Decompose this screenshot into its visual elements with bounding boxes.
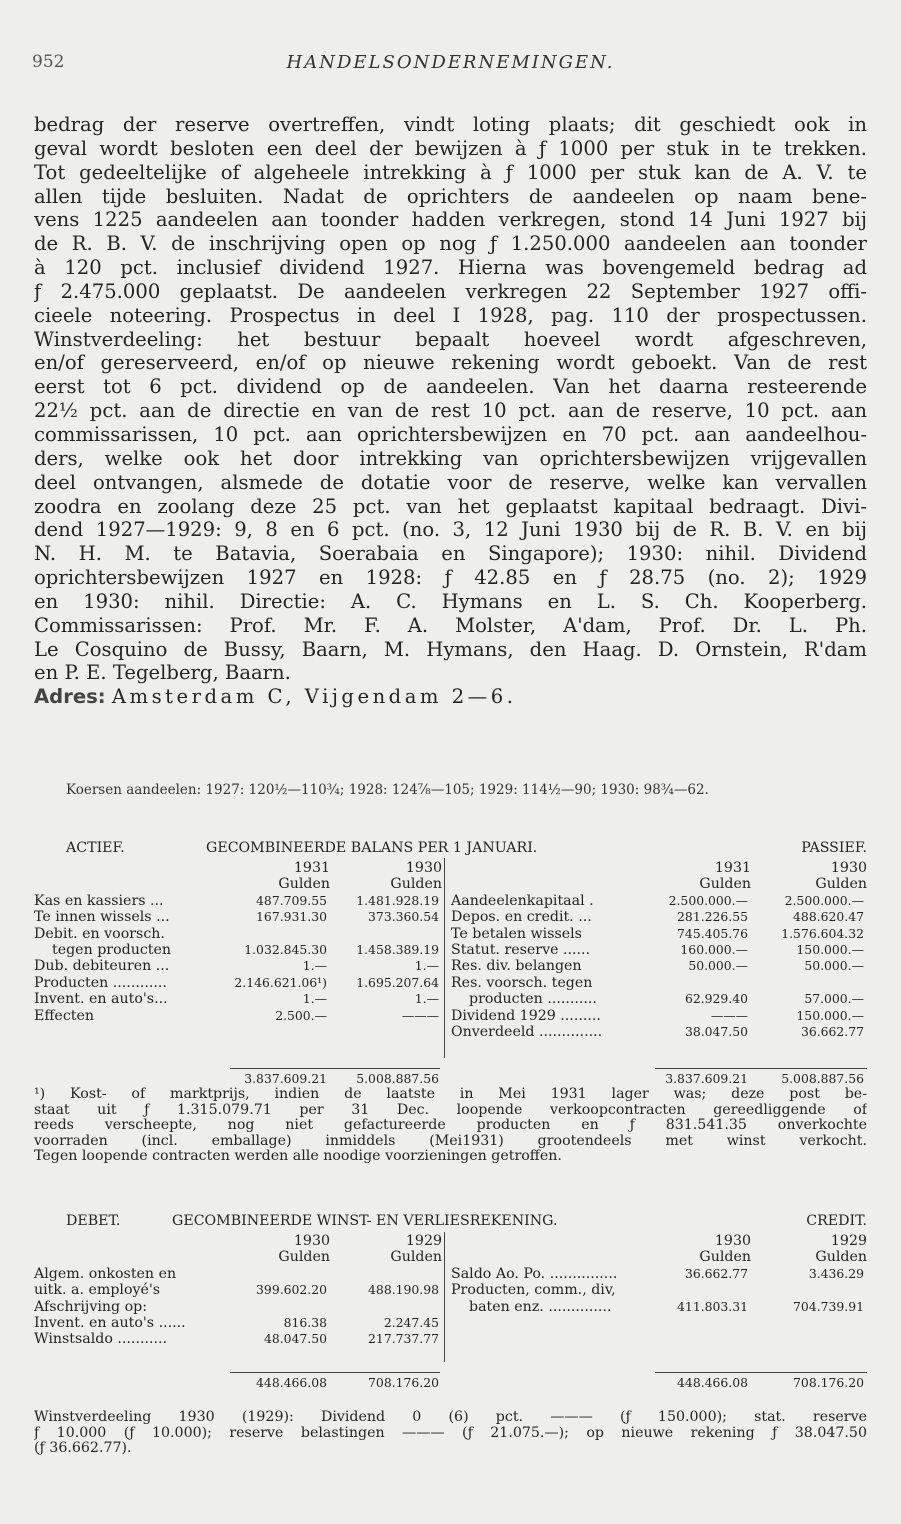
page-header: [32, 52, 869, 76]
passief-total-1931: 3.837.609.21: [665, 1071, 748, 1086]
credit-label: CREDIT.: [806, 1213, 867, 1229]
table-row: Invent. en auto's ...... 816.38 2.247.45: [34, 1315, 439, 1332]
footnote-line: reeds verscheepte, nog niet gefactureerde producten en ƒ 831.541.35 onverkochte: [34, 1118, 867, 1134]
body-line: en 1930: nihil. Directie: A. C. Hymans en L. S. Ch. Kooperberg.: [34, 589, 867, 613]
table-row: Res. voorsch. tegen: [451, 974, 593, 991]
page-number: 952: [32, 52, 65, 72]
credit-totals: [451, 1375, 867, 1391]
body-line: allen tijde besluiten. Nadat de oprichters de aandeelen op naam bene-: [34, 184, 867, 208]
table-row: producten ........... 62.929.40 57.000.—: [469, 991, 864, 1008]
body-line: Le Cosquino de Bussy, Baarn, M. Hymans, den Haag. D. Ornstein, R'dam: [34, 637, 867, 661]
year-header: 1931: [714, 860, 751, 876]
body-line: ƒ 2.475.000 geplaatst. De aandeelen verkregen 22 September 1927 offi-: [34, 279, 867, 303]
year-header: 1930: [293, 1233, 330, 1249]
body-line: Commissarissen: Prof. Mr. F. A. Molster, A'dam, Prof. Dr. L. Ph.: [34, 613, 867, 637]
passief-table: [451, 860, 867, 1040]
body-line: de R. B. V. de inschrijving open op nog ƒ 1.250.000 aandeelen aan toonder: [34, 232, 867, 256]
running-head: HANDELSONDERNEMINGEN.: [286, 52, 615, 73]
credit-table: [451, 1233, 867, 1315]
address-line: [34, 685, 867, 709]
body-line: dend 1927—1929: 9, 8 en 6 pct. (no. 3, 12 Juni 1930 bij de R. B. V. en bij: [34, 518, 867, 542]
balance-title-row: [66, 840, 867, 858]
body-line: 22½ pct. aan de directie en van de rest 10 pct. aan de reserve, 10 pct. aan: [34, 399, 867, 423]
passief-total-1930: 5.008.887.56: [781, 1071, 864, 1086]
body-line: deel ontvangen, alsmede de dotatie voor de reserve, welke kan vervallen: [34, 470, 867, 494]
unit-header: Gulden: [278, 1249, 330, 1266]
debet-label: DEBET.: [66, 1213, 121, 1229]
unit-header: Gulden: [815, 876, 867, 893]
table-row: Dividend 1929 ......... ——— 150.000.—: [451, 1007, 864, 1024]
unit-header: Gulden: [278, 876, 330, 893]
actief-label: ACTIEF.: [66, 840, 125, 856]
table-row: Onverdeeld .............. 38.047.50 36.662.77: [451, 1024, 864, 1041]
year-header: 1929: [405, 1233, 442, 1249]
footnote-line: Tegen loopende contracten werden alle noodige voorzieningen getroffen.: [34, 1149, 562, 1165]
table-row: Invent. en auto's... 1.— 1.—: [34, 991, 439, 1008]
credit-total-1930: 448.466.08: [677, 1375, 748, 1390]
balance-divider: [444, 858, 445, 1058]
actief-totals: [34, 1071, 442, 1087]
table-row: Producten, comm., div,: [451, 1282, 616, 1299]
actief-total-1930: 5.008.887.56: [356, 1071, 439, 1086]
body-line: Tot gedeeltelijke of algeheele intrekking à ƒ 1000 per stuk kan de A. V. te: [34, 160, 867, 184]
table-row: Res. div. belangen 50.000.— 50.000.—: [451, 958, 864, 975]
table-row: Effecten 2.500.— ———: [34, 1007, 439, 1024]
body-line: zoodra en zoolang deze 25 pct. van het geplaatst kapitaal bedraagt. Divi-: [34, 494, 867, 518]
footnote-line: staat uit ƒ 1.315.079.71 per 31 Dec. loopende verkoopcontracten gereedliggende of: [34, 1102, 867, 1118]
share-prices: Koersen aandeelen: 1927: 120½—110¾; 1928: 124⅞—105; 1929: 114½—90; 1930: 98¾—62.: [66, 782, 709, 798]
body-line: cieele noteering. Prospectus in deel I 1928, pag. 110 der prospectussen.: [34, 303, 867, 327]
note-line: (ƒ 36.662.77).: [34, 1441, 132, 1457]
balance-footnote: [34, 1087, 867, 1165]
table-row: Debit. en voorsch.: [34, 925, 165, 942]
table-row: Te betalen wissels 745.405.76 1.576.604.32: [451, 925, 864, 942]
body-line: ders, welke ook het door intrekking van oprichtersbewijzen vrijgevallen: [34, 446, 867, 470]
actief-table: [34, 860, 442, 1024]
note-line: ƒ 10.000 (ƒ 10.000); reserve belastingen ——— (ƒ 21.075.—); op nieuwe rekening ƒ 38.047.50: [34, 1425, 867, 1441]
winst-title: GECOMBINEERDE WINST- EN VERLIESREKENING.: [172, 1213, 558, 1229]
year-header: 1929: [830, 1233, 867, 1249]
passief-label: PASSIEF.: [801, 840, 867, 856]
body-line: bedrag der reserve overtreffen, vindt loting plaats; dit geschiedt ook in: [34, 113, 867, 136]
table-row: Afschrijving op:: [34, 1298, 148, 1315]
footnote-line: ¹) Kost- of marktprijs, indien de laatste in Mei 1931 lager was; deze post be-: [34, 1087, 867, 1102]
unit-header: Gulden: [699, 876, 751, 893]
winst-total-rule-left: [230, 1372, 440, 1373]
unit-header: Gulden: [815, 1249, 867, 1266]
table-row: Algem. onkosten en: [34, 1265, 177, 1282]
debet-total-1929: 708.176.20: [368, 1375, 439, 1390]
actief-total-1931: 3.837.609.21: [244, 1071, 327, 1086]
year-header: 1930: [714, 1233, 751, 1249]
address-label: Adres:: [34, 685, 106, 709]
winst-note: [34, 1410, 867, 1457]
year-header: 1931: [293, 860, 330, 876]
body-line: N. H. M. te Batavia, Soerabaia en Singapore); 1930: nihil. Dividend: [34, 542, 867, 566]
table-row: Te innen wissels ... 167.931.30 373.360.54: [34, 909, 439, 926]
passief-totals: [451, 1071, 867, 1087]
unit-header: Gulden: [699, 1249, 751, 1266]
balance-total-rule-right: [655, 1068, 867, 1069]
table-row: tegen producten 1.032.845.30 1.458.389.19: [52, 942, 439, 959]
table-row: Kas en kassiers ... 487.709.55 1.481.928.19: [34, 892, 439, 909]
winst-title-row: [66, 1213, 867, 1231]
debet-total-1930: 448.466.08: [256, 1375, 327, 1390]
body-line: Winstverdeeling: het bestuur bepaalt hoeveel wordt afgeschreven,: [34, 327, 867, 351]
body-line: commissarissen, 10 pct. aan oprichtersbewijzen en 70 pct. aan aandeelhou-: [34, 422, 867, 446]
debet-totals: [34, 1375, 442, 1391]
body-line: vens 1225 aandeelen aan toonder hadden verkregen, stond 14 Juni 1927 bij: [34, 208, 867, 232]
year-header: 1930: [405, 860, 442, 876]
balance-total-rule-left: [230, 1068, 440, 1069]
table-row: Statut. reserve ...... 160.000.— 150.000.—: [451, 942, 864, 959]
body-line: à 120 pct. inclusief dividend 1927. Hierna was bovengemeld bedrag ad: [34, 256, 867, 280]
body-line: oprichtersbewijzen 1927 en 1928: ƒ 42.85 en ƒ 28.75 (no. 2); 1929: [34, 566, 867, 590]
body-line: en/of gereserveerd, en/of op nieuwe rekening wordt geboekt. Van de rest: [34, 351, 867, 375]
table-row: Winstsaldo ........... 48.047.50 217.737.77: [34, 1331, 439, 1348]
table-row: Dub. debiteuren ... 1.— 1.—: [34, 958, 439, 975]
body-text: [34, 113, 867, 709]
address-text: Amsterdam C, Vijgendam 2—6.: [111, 685, 517, 709]
body-line: geval wordt besloten een deel der bewijzen à ƒ 1000 per stuk in te trekken.: [34, 136, 867, 160]
table-row: uitk. a. employé's 399.602.20 488.190.98: [34, 1282, 439, 1299]
credit-total-1929: 708.176.20: [793, 1375, 864, 1390]
winst-total-rule-right: [655, 1372, 867, 1373]
table-row: Producten ............ 2.146.621.06¹) 1.695.207.64: [34, 974, 439, 991]
unit-header: Gulden: [390, 876, 442, 893]
table-row: baten enz. .............. 411.803.31 704.739.91: [469, 1298, 864, 1315]
table-row: Saldo Ao. Po. ............... 36.662.77 3.436.29: [451, 1265, 864, 1282]
body-line: en P. E. Tegelberg, Baarn.: [34, 661, 291, 685]
body-line: eerst tot 6 pct. dividend op de aandeelen. Van het daarna resteerende: [34, 375, 867, 399]
footnote-line: voorraden (incl. emballage) inmiddels (Mei1931) grootendeels met winst verkocht.: [34, 1133, 867, 1149]
table-row: Aandeelenkapitaal . 2.500.000.— 2.500.000.—: [451, 892, 864, 909]
year-header: 1930: [830, 860, 867, 876]
note-line: Winstverdeeling 1930 (1929): Dividend 0 (6) pct. ——— (ƒ 150.000); stat. reserve: [34, 1410, 867, 1425]
winst-divider: [444, 1232, 445, 1362]
table-row: Depos. en credit. ... 281.226.55 488.620.47: [451, 909, 864, 926]
unit-header: Gulden: [390, 1249, 442, 1266]
debet-table: [34, 1233, 442, 1348]
balance-title: GECOMBINEERDE BALANS PER 1 JANUARI.: [206, 840, 538, 856]
